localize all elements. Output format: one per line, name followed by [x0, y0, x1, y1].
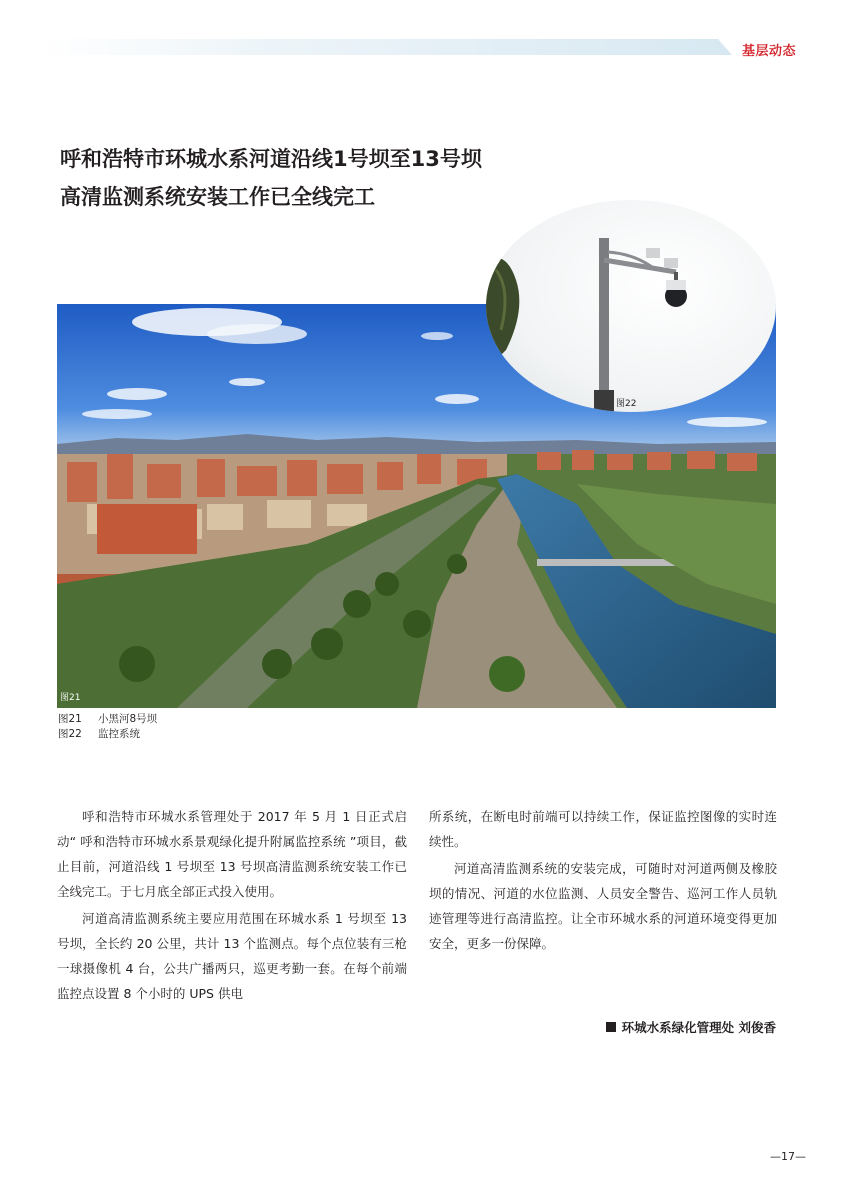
figure-21-tag: 图21	[60, 693, 81, 703]
header-band	[40, 39, 740, 55]
figure-captions	[58, 712, 157, 742]
title-line-1: 呼和浩特市环城水系河道沿线1号坝至13号坝	[60, 147, 482, 171]
caption-figure-22: 图22 监控系统	[58, 728, 140, 740]
square-bullet-icon	[606, 1022, 616, 1032]
author-name: 环城水系绿化管理处 刘俊香	[621, 1020, 776, 1035]
author-byline	[606, 1018, 776, 1036]
page-number: —17—	[770, 1150, 806, 1163]
body-column-right	[429, 804, 777, 958]
paragraph: 所系统，在断电时前端可以持续工作，保证监控图像的实时连续性。	[429, 809, 777, 849]
paragraph: 河道高清监测系统的安装完成，可随时对河道两侧及橡胶坝的情况、河道的水位监测、人员安全警告、巡河工作人员轨迹管理等进行高清监控。让全市环城水系的河道环境变得更加安全，更多一份保障。	[429, 861, 777, 951]
camera-pole-photo	[486, 200, 776, 412]
article-title	[60, 140, 620, 216]
section-label: 基层动态	[741, 44, 796, 59]
figure-22-tag: 图22	[616, 399, 637, 409]
title-line-2: 高清监测系统安装工作已全线完工	[60, 185, 375, 209]
paragraph: 呼和浩特市环城水系管理处于 2017 年 5 月 1 日正式启动“ 呼和浩特市环城水系景观绿化提升附属监控系统 ”项目，截止目前，河道沿线 1 号坝至 13 号坝高清监测系统安装工作已全线完工。于七月底全部正式投入使用。	[57, 809, 407, 899]
body-column-left	[57, 804, 407, 1008]
caption-figure-21: 图21 小黑河8号坝	[58, 713, 158, 725]
paragraph: 河道高清监测系统主要应用范围在环城水系 1 号坝至 13 号坝，全长约 20 公里，共计 13 个监测点。每个点位装有三枪一球摄像机 4 台，公共广播两只，巡更考勤一套。在每个前端监控点设置 8 个小时的 UPS 供电	[57, 911, 407, 1001]
